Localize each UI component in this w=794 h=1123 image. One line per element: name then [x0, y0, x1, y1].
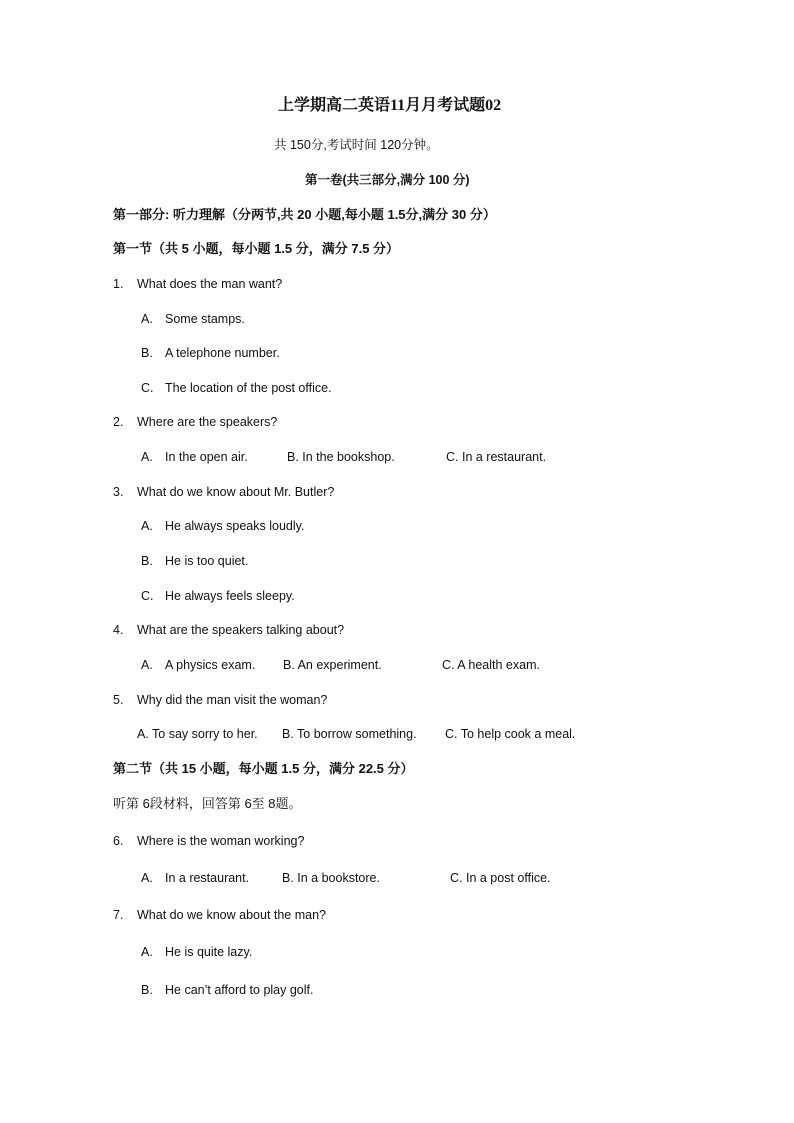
option-6c: C. In a post office.: [450, 871, 551, 885]
option-6a: A. In a restaurant.: [141, 871, 250, 885]
question-text: What do we know about Mr. Butler?: [137, 485, 335, 499]
option-6b: B. In a bookstore.: [282, 871, 380, 885]
option-4c: C. A health exam.: [442, 658, 540, 672]
option-2a: A. In the open air.: [141, 450, 248, 464]
option-3a: A. He always speaks loudly.: [141, 519, 305, 533]
question-text: Where are the speakers?: [137, 415, 278, 429]
listening-instruction: 听第 6段材料，回答第 6至 8题。: [113, 796, 302, 811]
option-2c: C. In a restaurant.: [446, 450, 547, 464]
question-text: Where is the woman working?: [137, 834, 305, 848]
question-2: [113, 414, 277, 430]
question-number: 4.: [113, 623, 124, 637]
option-4a: A. A physics exam.: [141, 658, 256, 672]
question-1: [113, 276, 282, 292]
question-text: What do we know about the man?: [137, 908, 327, 922]
option-2b: B. In the bookshop.: [287, 450, 395, 464]
part1-heading: 第一部分: 听力理解（分两节,共 20 小题,每小题 1.5分,满分 30 分）: [113, 207, 496, 222]
volume-heading: 第一卷(共三部分,满分 100 分): [305, 173, 470, 187]
option-1a: A. Some stamps.: [141, 312, 245, 326]
question-7: [113, 907, 326, 923]
option-3b: B. He is too quiet.: [141, 554, 249, 568]
question-3: [113, 484, 334, 500]
option-5a: A. To say sorry to her.: [137, 727, 258, 741]
option-3c: C. He always feels sleepy.: [141, 589, 295, 603]
question-6: [113, 833, 304, 849]
option-7a: A. He is quite lazy.: [141, 945, 253, 959]
question-number: 6.: [113, 834, 124, 848]
document-title: 上学期高二英语11月月考试题02: [278, 97, 502, 114]
question-text: Why did the man visit the woman?: [137, 693, 328, 707]
option-1b: B. A telephone number.: [141, 346, 280, 360]
section1-heading: 第一节（共 5 小题，每小题 1.5 分，满分 7.5 分）: [113, 241, 400, 256]
option-4b: B. An experiment.: [283, 658, 382, 672]
section2-heading: 第二节（共 15 小题，每小题 1.5 分，满分 22.5 分）: [113, 761, 414, 776]
question-number: 1.: [113, 277, 124, 291]
question-number: 5.: [113, 693, 124, 707]
question-number: 2.: [113, 415, 124, 429]
option-1c: C. The location of the post office.: [141, 381, 332, 395]
question-5: [113, 692, 327, 708]
option-5b: B. To borrow something.: [282, 727, 417, 741]
question-number: 3.: [113, 485, 124, 499]
option-5c: C. To help cook a meal.: [445, 727, 576, 741]
exam-info: 共 150分,考试时间 120分钟。: [274, 138, 439, 152]
question-text: What does the man want?: [137, 277, 283, 291]
option-7b: B. He can’t afford to play golf.: [141, 983, 314, 997]
question-number: 7.: [113, 908, 124, 922]
question-text: What are the speakers talking about?: [137, 623, 345, 637]
question-4: [113, 622, 344, 638]
